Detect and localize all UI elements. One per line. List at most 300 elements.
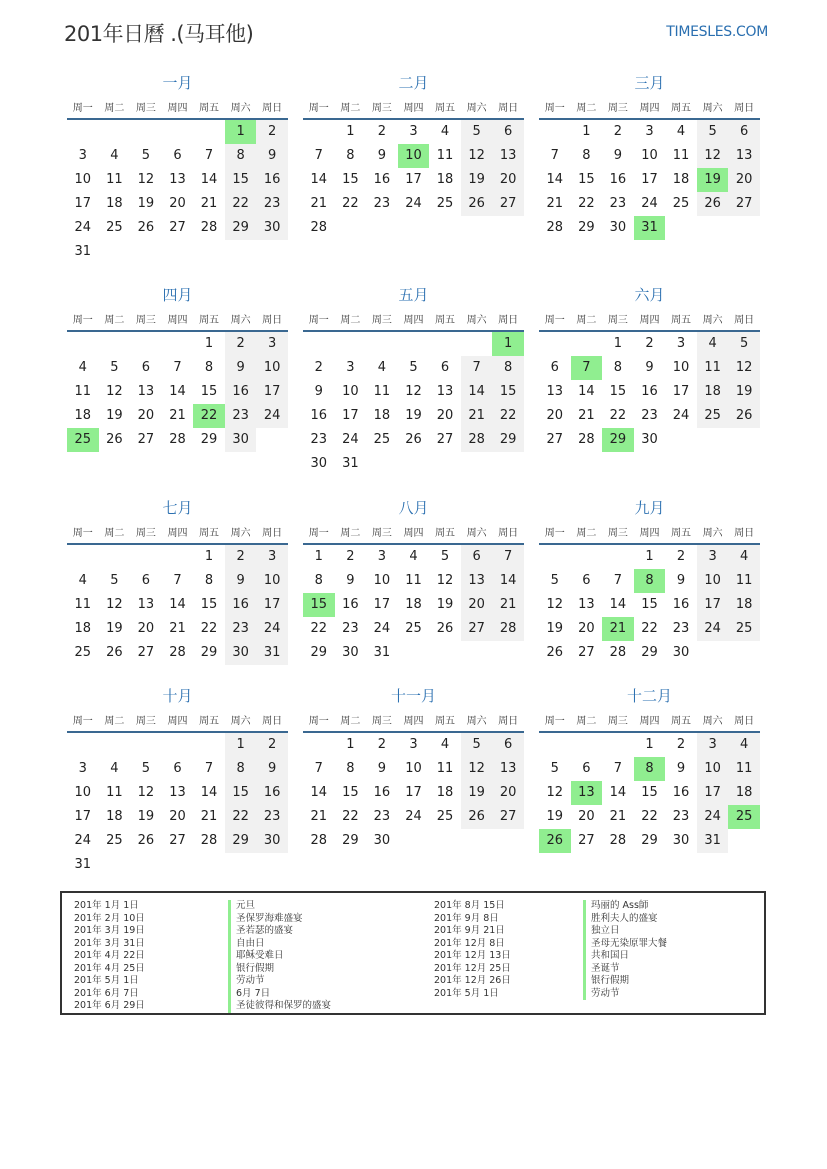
day-cell: 31 [74, 244, 92, 259]
day-cell: 4 [440, 124, 450, 139]
day-cell: 10 [74, 172, 92, 187]
day-cell-empty [130, 545, 162, 569]
day-cell: 27 [137, 645, 155, 660]
holiday-date: 201年 3月 19日 [74, 925, 145, 936]
weekday-label: 周日 [498, 527, 519, 539]
day-cell: 7 [173, 573, 182, 588]
day-cell: 6 [173, 761, 182, 776]
day-cell: 9 [346, 573, 355, 588]
day-cell-empty [193, 240, 225, 264]
day-cell: 24 [641, 196, 658, 211]
week-row [303, 757, 524, 781]
day-cell: 15 [342, 785, 359, 800]
day-cell: 24 [74, 220, 92, 235]
holiday-date: 201年 9月 21日 [434, 925, 505, 936]
day-cell: 19 [461, 168, 493, 192]
day-cell-empty [366, 452, 398, 476]
day-cell: 26 [137, 833, 155, 848]
day-cell: 4 [78, 573, 87, 588]
day-cell: 26 [539, 829, 571, 853]
weekday-label: 周一 [308, 527, 329, 539]
day-cell: 14 [310, 172, 328, 187]
week-row [303, 192, 524, 216]
month-title: 六月 [634, 286, 665, 304]
weekday-label: 周一 [72, 102, 93, 114]
week-row [303, 120, 524, 144]
day-cell: 7 [204, 148, 214, 163]
holiday-name: 圣保罗海难盛宴 [236, 912, 303, 924]
weekday-label: 周四 [167, 314, 188, 326]
week-row [539, 781, 760, 805]
day-cell: 29 [602, 428, 634, 452]
weekday-label: 周二 [576, 715, 597, 727]
day-cell: 4 [110, 148, 119, 163]
day-cell-empty [99, 853, 131, 877]
day-cell: 4 [676, 124, 686, 139]
holiday-date: 201年 6月 7日 [74, 987, 139, 999]
day-cell-empty [429, 216, 461, 240]
day-cell: 4 [440, 737, 450, 752]
day-cell-empty [539, 545, 571, 569]
day-cell-empty [539, 332, 571, 356]
day-cell: 31 [697, 829, 729, 853]
day-cell-empty [99, 733, 131, 757]
day-cell: 30 [225, 641, 257, 665]
day-cell: 9 [676, 761, 686, 776]
month-calendar [539, 72, 760, 240]
weekday-label: 周二 [576, 314, 597, 326]
day-cell: 3 [645, 124, 654, 139]
day-cell: 1 [204, 549, 214, 564]
day-cell: 11 [106, 785, 123, 800]
weekday-label: 周日 [734, 527, 755, 539]
weekday-label: 周日 [262, 715, 283, 727]
day-cell: 16 [256, 781, 288, 805]
day-cell: 28 [461, 428, 493, 452]
day-cell-empty [130, 240, 162, 264]
day-cell: 12 [461, 144, 493, 168]
day-cell: 5 [550, 761, 559, 776]
week-row [67, 853, 288, 877]
day-cell: 22 [310, 621, 328, 636]
holiday-name: 圣若瑟的盛宴 [236, 925, 294, 936]
day-cell: 13 [492, 757, 524, 781]
day-cell: 29 [200, 645, 218, 660]
day-cell: 18 [697, 380, 729, 404]
week-row [303, 428, 524, 452]
weekday-label: 周四 [639, 715, 660, 727]
weekday-label: 周三 [607, 314, 628, 326]
week-row [539, 380, 760, 404]
day-cell: 21 [578, 408, 595, 423]
month-title: 一月 [162, 74, 193, 92]
day-cell: 31 [373, 645, 391, 660]
day-cell-empty [99, 545, 131, 569]
weekday-label: 周五 [671, 314, 692, 326]
day-cell: 12 [546, 597, 564, 612]
day-cell-empty [162, 120, 194, 144]
day-cell-empty [492, 829, 524, 853]
day-cell: 14 [169, 384, 186, 399]
day-cell: 9 [314, 384, 323, 399]
holiday-names-right [583, 900, 667, 1000]
holiday-date: 201年 9月 8日 [434, 912, 499, 924]
day-cell: 10 [697, 757, 729, 781]
day-cell: 27 [137, 432, 155, 447]
day-cell: 9 [256, 144, 288, 168]
day-cell: 21 [169, 621, 186, 636]
day-cell: 30 [256, 829, 288, 853]
day-cell: 11 [74, 384, 92, 399]
month-title: 三月 [634, 74, 665, 92]
day-cell: 14 [578, 384, 595, 399]
week-row [67, 641, 288, 665]
day-cell: 22 [342, 196, 359, 211]
weekday-label: 周日 [262, 527, 283, 539]
day-cell: 25 [74, 645, 92, 660]
day-cell: 15 [200, 597, 218, 612]
day-cell: 1 [346, 124, 355, 139]
day-cell: 2 [346, 549, 355, 564]
weekday-label: 周二 [340, 527, 361, 539]
day-cell: 26 [546, 645, 564, 660]
day-cell: 19 [546, 621, 564, 636]
day-cell: 27 [546, 432, 564, 447]
day-cell: 2 [225, 332, 257, 356]
day-cell: 25 [672, 196, 690, 211]
week-row [539, 428, 760, 452]
weekday-label: 周二 [340, 314, 361, 326]
day-cell: 8 [346, 148, 355, 163]
day-cell-empty [429, 641, 461, 665]
day-cell: 23 [256, 192, 288, 216]
day-cell: 29 [492, 428, 524, 452]
day-cell: 17 [405, 785, 422, 800]
day-cell: 18 [405, 597, 422, 612]
day-cell: 30 [342, 645, 359, 660]
day-cell: 1 [225, 120, 257, 144]
day-cell: 31 [342, 456, 359, 471]
week-row [67, 332, 288, 356]
day-cell-empty [728, 428, 760, 452]
holiday-date: 201年 12月 8日 [434, 937, 505, 949]
day-cell: 11 [697, 356, 729, 380]
day-cell: 13 [571, 781, 603, 805]
day-cell: 10 [256, 356, 288, 380]
weekday-label: 周一 [308, 314, 329, 326]
day-cell: 14 [200, 785, 218, 800]
weekday-label: 周四 [639, 102, 660, 114]
day-cell: 16 [373, 172, 391, 187]
day-cell: 6 [550, 360, 559, 375]
day-cell: 24 [405, 196, 422, 211]
weekday-label: 周五 [435, 102, 456, 114]
weekday-label: 周四 [167, 102, 188, 114]
day-cell-empty [193, 733, 225, 757]
day-cell: 19 [106, 621, 123, 636]
day-cell: 4 [377, 360, 387, 375]
day-cell: 22 [609, 408, 627, 423]
weekday-label: 周六 [702, 102, 723, 114]
day-cell: 17 [256, 593, 288, 617]
day-cell-empty [398, 829, 430, 853]
day-cell: 6 [440, 360, 450, 375]
day-cell: 18 [106, 196, 123, 211]
day-cell: 31 [256, 641, 288, 665]
day-cell: 12 [546, 785, 564, 800]
day-cell: 13 [137, 597, 155, 612]
day-cell: 21 [461, 404, 493, 428]
weekday-label: 周一 [544, 527, 565, 539]
day-cell-empty [130, 733, 162, 757]
day-cell: 4 [728, 733, 760, 757]
day-cell-empty [99, 240, 131, 264]
day-cell: 19 [697, 168, 729, 192]
day-cell: 28 [310, 220, 328, 235]
day-cell: 7 [461, 356, 493, 380]
day-cell: 25 [697, 404, 729, 428]
holiday-name: 自由日 [236, 937, 265, 949]
day-cell: 13 [728, 144, 760, 168]
day-cell: 8 [582, 148, 591, 163]
week-row [67, 216, 288, 240]
day-cell: 24 [256, 617, 288, 641]
day-cell: 11 [436, 761, 454, 776]
holiday-date: 201年 1月 1日 [74, 900, 139, 911]
day-cell: 28 [169, 432, 186, 447]
day-cell-empty [67, 332, 99, 356]
day-cell: 4 [409, 549, 418, 564]
month-calendar [539, 284, 760, 452]
weekday-header [303, 519, 524, 545]
week-row [303, 829, 524, 853]
day-cell: 22 [578, 196, 595, 211]
day-cell: 22 [200, 621, 218, 636]
day-cell: 1 [645, 737, 654, 752]
day-cell: 27 [436, 432, 454, 447]
month-title: 七月 [162, 499, 193, 517]
day-cell: 4 [78, 360, 87, 375]
weekday-label: 周日 [262, 314, 283, 326]
weekday-label: 周五 [199, 102, 220, 114]
day-cell-empty [539, 733, 571, 757]
day-cell: 23 [342, 621, 359, 636]
day-cell: 3 [676, 336, 686, 351]
day-cell-empty [99, 332, 131, 356]
day-cell: 9 [645, 360, 654, 375]
day-cell: 24 [342, 432, 359, 447]
day-cell-empty [697, 216, 729, 240]
day-cell: 10 [398, 144, 430, 168]
weekday-label: 周四 [639, 314, 660, 326]
day-cell: 26 [405, 432, 422, 447]
day-cell: 9 [225, 356, 257, 380]
day-cell-empty [130, 332, 162, 356]
day-cell-empty [398, 452, 430, 476]
weekday-label: 周二 [104, 715, 125, 727]
holiday-name: 元旦 [236, 900, 256, 911]
weekday-label: 周五 [199, 314, 220, 326]
day-cell: 27 [578, 833, 595, 848]
day-cell: 29 [225, 829, 257, 853]
day-cell: 17 [641, 172, 658, 187]
weekday-label: 周三 [135, 715, 156, 727]
day-cell: 25 [728, 805, 760, 829]
day-cell: 27 [169, 220, 186, 235]
holidays-box [60, 891, 766, 1015]
day-cell: 8 [314, 573, 323, 588]
day-cell-empty [67, 545, 99, 569]
day-cell: 1 [492, 332, 524, 356]
day-cell: 29 [641, 645, 658, 660]
day-cell: 14 [546, 172, 564, 187]
day-cell: 1 [582, 124, 591, 139]
week-row [67, 404, 288, 428]
day-cell-empty [303, 332, 335, 356]
weekday-label: 周五 [199, 715, 220, 727]
day-cell: 16 [672, 597, 690, 612]
day-cell: 7 [492, 545, 524, 569]
weekday-label: 周一 [544, 715, 565, 727]
weekday-label: 周五 [435, 527, 456, 539]
week-row [67, 781, 288, 805]
day-cell: 18 [436, 785, 454, 800]
day-cell-empty [225, 240, 257, 264]
day-cell: 11 [74, 597, 92, 612]
weekday-label: 周六 [702, 314, 723, 326]
day-cell: 24 [697, 617, 729, 641]
holiday-name: 圣母无染原罪大餐 [591, 937, 668, 949]
week-row [539, 144, 760, 168]
weekday-label: 周六 [702, 715, 723, 727]
day-cell: 30 [225, 428, 257, 452]
day-cell: 17 [342, 408, 359, 423]
weekday-label: 周二 [340, 715, 361, 727]
month-title: 九月 [634, 499, 665, 517]
day-cell-empty [728, 216, 760, 240]
day-cell: 25 [405, 621, 422, 636]
day-cell: 21 [200, 196, 218, 211]
day-cell: 14 [609, 597, 627, 612]
day-cell-empty [99, 120, 131, 144]
day-cell: 20 [436, 408, 454, 423]
day-cell: 9 [225, 569, 257, 593]
day-cell: 2 [314, 360, 323, 375]
day-cell: 20 [492, 781, 524, 805]
day-cell: 9 [613, 148, 623, 163]
day-cell: 29 [342, 833, 359, 848]
day-cell: 15 [303, 593, 335, 617]
day-cell: 13 [492, 144, 524, 168]
day-cell: 11 [436, 148, 454, 163]
day-cell: 14 [169, 597, 186, 612]
day-cell: 15 [225, 781, 257, 805]
day-cell: 8 [346, 761, 355, 776]
day-cell: 23 [225, 404, 257, 428]
weekday-label: 周四 [167, 527, 188, 539]
weekday-label: 周四 [403, 715, 424, 727]
day-cell: 30 [672, 645, 690, 660]
day-cell: 5 [110, 573, 119, 588]
day-cell: 26 [461, 192, 493, 216]
day-cell: 29 [578, 220, 595, 235]
week-row [67, 829, 288, 853]
weekday-label: 周日 [734, 314, 755, 326]
day-cell: 5 [728, 332, 760, 356]
day-cell: 6 [728, 120, 760, 144]
day-cell: 2 [676, 737, 686, 752]
day-cell: 8 [634, 569, 666, 593]
day-cell-empty [193, 853, 225, 877]
day-cell: 19 [405, 408, 422, 423]
day-cell: 10 [641, 148, 658, 163]
day-cell: 16 [225, 380, 257, 404]
day-cell: 8 [204, 573, 214, 588]
day-cell: 3 [409, 737, 418, 752]
day-cell: 7 [571, 356, 603, 380]
week-row [539, 829, 760, 853]
month-calendar [67, 284, 288, 452]
day-cell: 24 [672, 408, 690, 423]
day-cell: 30 [310, 456, 328, 471]
weekday-header [67, 519, 288, 545]
day-cell: 17 [697, 593, 729, 617]
weekday-label: 周二 [104, 102, 125, 114]
day-cell: 23 [310, 432, 328, 447]
day-cell-empty [130, 120, 162, 144]
day-cell-empty [429, 452, 461, 476]
weekday-header [539, 306, 760, 332]
day-cell: 23 [672, 621, 690, 636]
month-title: 八月 [398, 499, 429, 517]
day-cell: 16 [641, 384, 658, 399]
week-row [303, 404, 524, 428]
day-cell: 16 [672, 785, 690, 800]
day-cell: 22 [641, 621, 658, 636]
day-cell: 11 [672, 148, 690, 163]
holiday-date: 201年 3月 31日 [74, 937, 145, 949]
day-cell: 23 [373, 809, 391, 824]
site-link[interactable]: TIMESLES.COM [666, 24, 768, 40]
day-cell: 11 [728, 757, 760, 781]
holiday-dates-left [74, 900, 145, 1013]
weekday-label: 周五 [671, 102, 692, 114]
weekday-header [67, 707, 288, 733]
day-cell: 21 [200, 809, 218, 824]
day-cell: 18 [728, 593, 760, 617]
day-cell: 28 [492, 617, 524, 641]
day-cell-empty [461, 641, 493, 665]
day-cell: 12 [137, 785, 155, 800]
day-cell: 21 [310, 196, 328, 211]
day-cell: 27 [169, 833, 186, 848]
week-row [67, 240, 288, 264]
day-cell-empty [335, 216, 367, 240]
day-cell: 16 [256, 168, 288, 192]
day-cell: 2 [377, 737, 387, 752]
day-cell: 31 [74, 857, 92, 872]
week-row [539, 617, 760, 641]
day-cell-empty [67, 120, 99, 144]
weekday-label: 周一 [72, 527, 93, 539]
weekday-label: 周一 [72, 715, 93, 727]
weekday-header [67, 94, 288, 120]
day-cell-empty [67, 733, 99, 757]
weekday-label: 周日 [262, 102, 283, 114]
day-cell: 31 [634, 216, 666, 240]
weekday-label: 周六 [466, 715, 487, 727]
weekday-label: 周日 [498, 715, 519, 727]
